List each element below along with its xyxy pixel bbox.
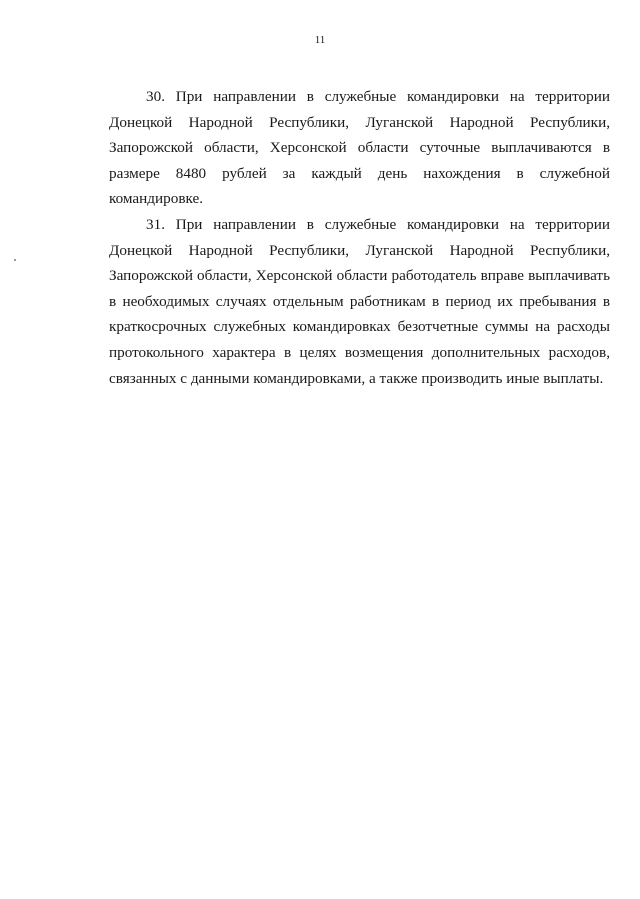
- document-body: [109, 84, 610, 391]
- scan-mark: [14, 259, 16, 261]
- paragraph-31: 31. При направлении в служебные командировки на территории Донецкой Народной Республики, Луганской Народной Республики, Запорожской области, Херсонской области работодатель вправе выплачивать в необходимых случаях отдельным работникам в период их пребывания в краткосрочных служебных командировках безотчетные суммы на расходы протокольного характера в целях возмещения дополнительных расходов, связанных с данными командировками, а также производить иные выплаты.: [109, 215, 610, 387]
- paragraph-30: 30. При направлении в служебные командировки на территории Донецкой Народной Республики, Луганской Народной Республики, Запорожской области, Херсонской области суточные выплачиваются в размере 8480 рублей за каждый день нахождения в служебной командировке.: [109, 88, 610, 208]
- page-number: 11: [314, 34, 326, 46]
